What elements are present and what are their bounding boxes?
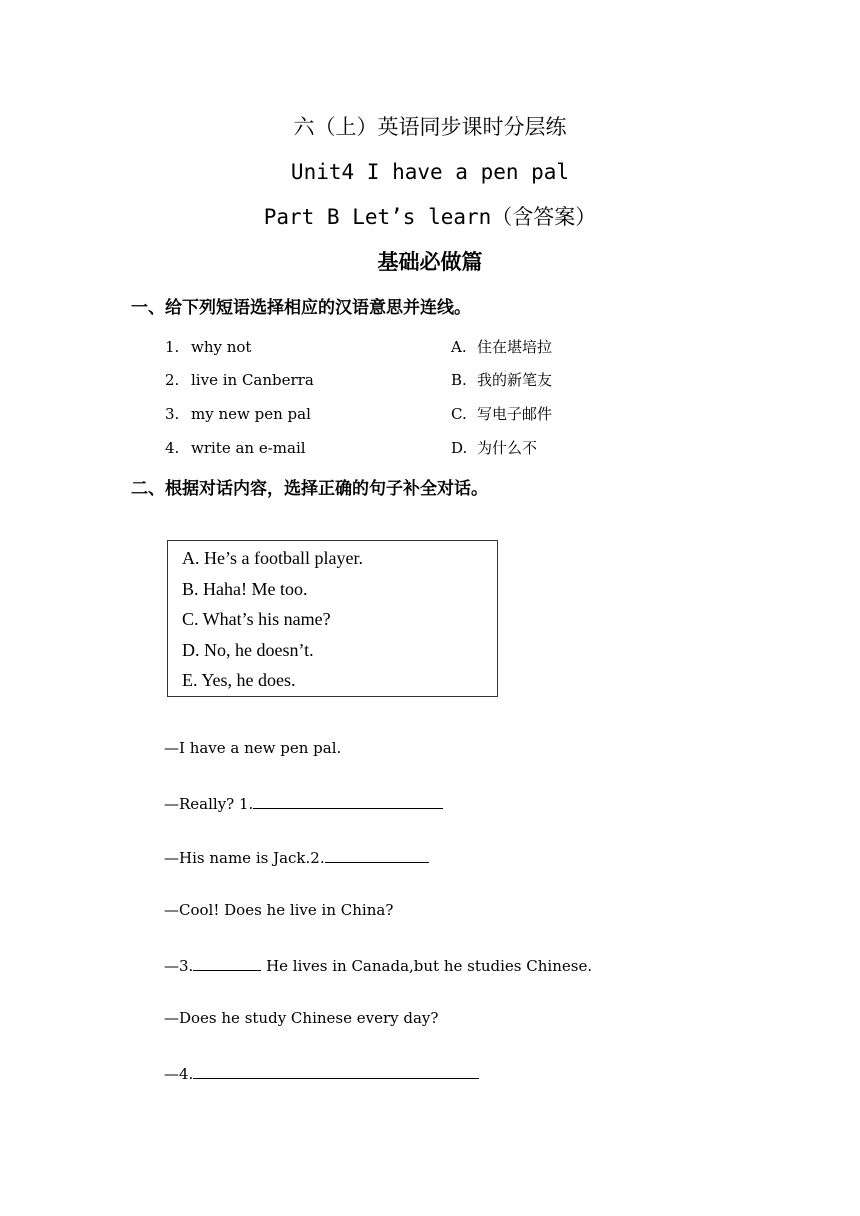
unit-title: Unit4 I have a pen pal [290,160,570,184]
option-c: C. What’s his name? [182,609,331,629]
phrase-item: 4. write an e-mail [165,439,306,457]
section2-heading: 二、根据对话内容，选择正确的句子补全对话。 [131,479,488,499]
part-title: Part B Let’s learn（含答案） [263,205,597,229]
dialogue-line-4: —Cool! Does he live in China? [164,901,394,919]
meaning-item: C. 写电子邮件 [451,405,553,423]
option-b: B. Haha! Me too. [182,578,308,599]
dialogue-line-2: —Really? 1. [164,792,443,814]
meaning-item: D. 为什么不 [451,439,538,457]
section1-heading: 一、给下列短语选择相应的汉语意思并连线。 [131,298,471,318]
dialogue-line-1: —I have a new pen pal. [164,739,342,757]
option-d: D. No, he doesn’t. [182,639,314,660]
dialogue-line-3: —His name is Jack.2. [164,846,429,868]
dialogue-line-6: —Does he study Chinese every day? [164,1009,439,1027]
answer-blank-2[interactable] [325,846,429,863]
answer-blank-1[interactable] [253,792,443,809]
dialogue-line-5: —3. He lives in Canada,but he studies Chinese. [164,954,592,976]
meaning-item: A. 住在堪培拉 [451,338,553,356]
option-e: E. Yes, he does. [182,670,296,690]
options-box [167,540,498,697]
phrase-item: 1. why not [165,338,252,356]
option-a: A. He’s a football player. [182,548,363,568]
answer-blank-4[interactable] [193,1062,479,1079]
phrase-item: 3. my new pen pal [165,405,311,423]
meaning-item: B. 我的新笔友 [451,371,553,389]
worksheet-title: 六（上）英语同步课时分层练 [293,115,567,139]
level-title: 基础必做篇 [377,250,483,274]
answer-blank-3[interactable] [193,954,261,971]
dialogue-line-7: —4. [164,1062,479,1084]
phrase-item: 2. live in Canberra [165,371,314,389]
